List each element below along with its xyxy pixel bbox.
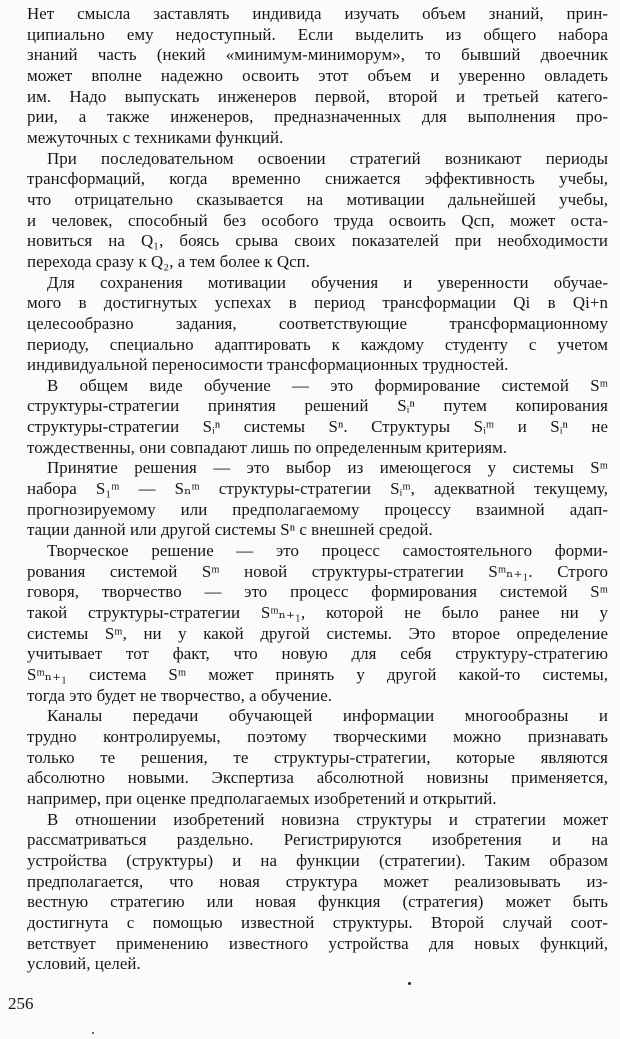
body-text	[27, 4, 608, 975]
text-line: индивидуальной переносимости трансформационных трудностей.	[27, 355, 509, 375]
text-line: мого в достигнутых успехах в период трансформации Qi в Qi+n	[27, 293, 608, 313]
text-line: вестную стратегию или новая функция (стратегия) может быть	[27, 892, 608, 912]
paragraph-5	[27, 458, 608, 541]
text-line: Нет смысла заставлять индивида изучать объем знаний, прин-	[27, 4, 608, 23]
text-line: Принятие решения — это выбор из имеющегося у системы Sᵐ	[47, 458, 608, 478]
text-line: знаний часть (некий «минимум-миниморум», то бывший двоечник	[27, 45, 608, 65]
paragraph-7	[27, 706, 608, 809]
text-line: Творческое решение — это процесс самостоятельного форми-	[47, 541, 608, 561]
text-line: тогда это будет не творчество, а обучение.	[27, 685, 333, 705]
text-line: В общем виде обучение — это формирование системой Sᵐ	[47, 375, 608, 395]
text-line: Каналы передачи обучающей информации многообразны и	[47, 706, 608, 726]
print-speck	[92, 1032, 94, 1034]
text-line: рии, а также инженеров, предназначенных для выполнения про-	[27, 107, 608, 127]
text-line: что отрицательно сказывается на мотивации дальнейшей учебы,	[27, 189, 608, 209]
text-line: предполагается, что новая структура может реализовывать из-	[27, 871, 608, 891]
text-line: тации данной или другой системы Sⁿ с внешней средой.	[27, 520, 433, 540]
text-line: такой структуры-стратегии Sᵐₙ₊₁, которой не было ранее ни у	[27, 603, 608, 623]
paragraph-3	[27, 273, 608, 376]
page-number: 256	[8, 994, 34, 1013]
text-line: условий, целей.	[27, 954, 141, 974]
text-line: устройства (структуры) и на функции (стратегии). Таким образом	[27, 850, 608, 870]
text-line: Для сохранения мотивации обучения и уверенности обучае-	[47, 272, 608, 292]
text-line: ветствует применению известного устройства для новых функций,	[27, 933, 608, 953]
text-line: При последовательном освоении стратегий возникают периоды	[47, 148, 608, 168]
text-line: периоду, специально адаптировать к каждому студенту с учетом	[27, 334, 608, 354]
text-line: говоря, творчество — это процесс формирования системой Sᵐ	[27, 582, 608, 602]
text-line: им. Надо выпускать инженеров первой, второй и третьей катего-	[27, 86, 608, 106]
text-line: межуточных с техниками функций.	[27, 127, 284, 147]
text-line: системы Sᵐ, ни у какой другой системы. Это второе определение	[27, 623, 608, 643]
text-line: учитывает тот факт, что новую для себя структуру-стратегию	[27, 644, 608, 664]
text-line: прогнозируемому или предполагаемому процессу взаимной адап-	[27, 499, 608, 519]
text-line: только те решения, те структуры-стратегии, которые являются	[27, 747, 608, 767]
text-line: рассматриваться раздельно. Регистрируются изобретения и на	[27, 830, 608, 850]
text-line: тождественны, они совпадают лишь по определенным критериям.	[27, 437, 508, 457]
text-line: и человек, способный без особого труда освоить Qсп, может оста-	[27, 210, 608, 230]
text-line: Sᵐₙ₊₁ система Sᵐ может принять у другой какой-то системы,	[27, 665, 608, 684]
text-line: трудно контролируемы, поэтому творческими можно признавать	[27, 726, 608, 746]
text-line: структуры-стратегии Sᵢⁿ системы Sⁿ. Структуры Sᵢᵐ и Sᵢⁿ не	[27, 417, 608, 437]
paragraph-4	[27, 376, 608, 459]
text-line: новиться на Q₁, боясь срыва своих показателей при необходимости	[27, 231, 608, 251]
text-line: например, при оценке предполагаемых изобретений и открытий.	[27, 788, 497, 808]
text-line: набора S₁ᵐ — Sₙᵐ структуры-стратегии Sᵢᵐ, адекватной текущему,	[27, 479, 608, 499]
text-line: перехода сразу к Q₂, а тем более к Qсп.	[27, 251, 311, 271]
text-line: может вполне надежно освоить этот объем и уверенно овладеть	[27, 65, 608, 85]
print-speck	[408, 982, 411, 985]
text-line: ципиально ему недоступный. Если выделить из общего набора	[27, 24, 608, 44]
paragraph-8	[27, 810, 608, 975]
text-line: В отношении изобретений новизна структуры и стратегии может	[47, 809, 608, 829]
text-line: достигнута с помощью известной структуры. Второй случай соот-	[27, 912, 608, 932]
paragraph-2	[27, 149, 608, 273]
text-line: рования системой Sᵐ новой структуры-стратегии Sᵐₙ₊₁. Строго	[27, 561, 608, 581]
paragraph-1	[27, 4, 608, 149]
text-line: абсолютно новыми. Экспертиза абсолютной новизны применяется,	[27, 768, 608, 788]
text-line: целесообразно задания, соответствующие трансформационному	[27, 313, 608, 333]
text-line: трансформаций, когда временно снижается эффективность учебы,	[27, 169, 608, 189]
text-line: структуры-стратегии принятия решений Sᵢⁿ путем копирования	[27, 396, 608, 416]
paragraph-6	[27, 541, 608, 706]
